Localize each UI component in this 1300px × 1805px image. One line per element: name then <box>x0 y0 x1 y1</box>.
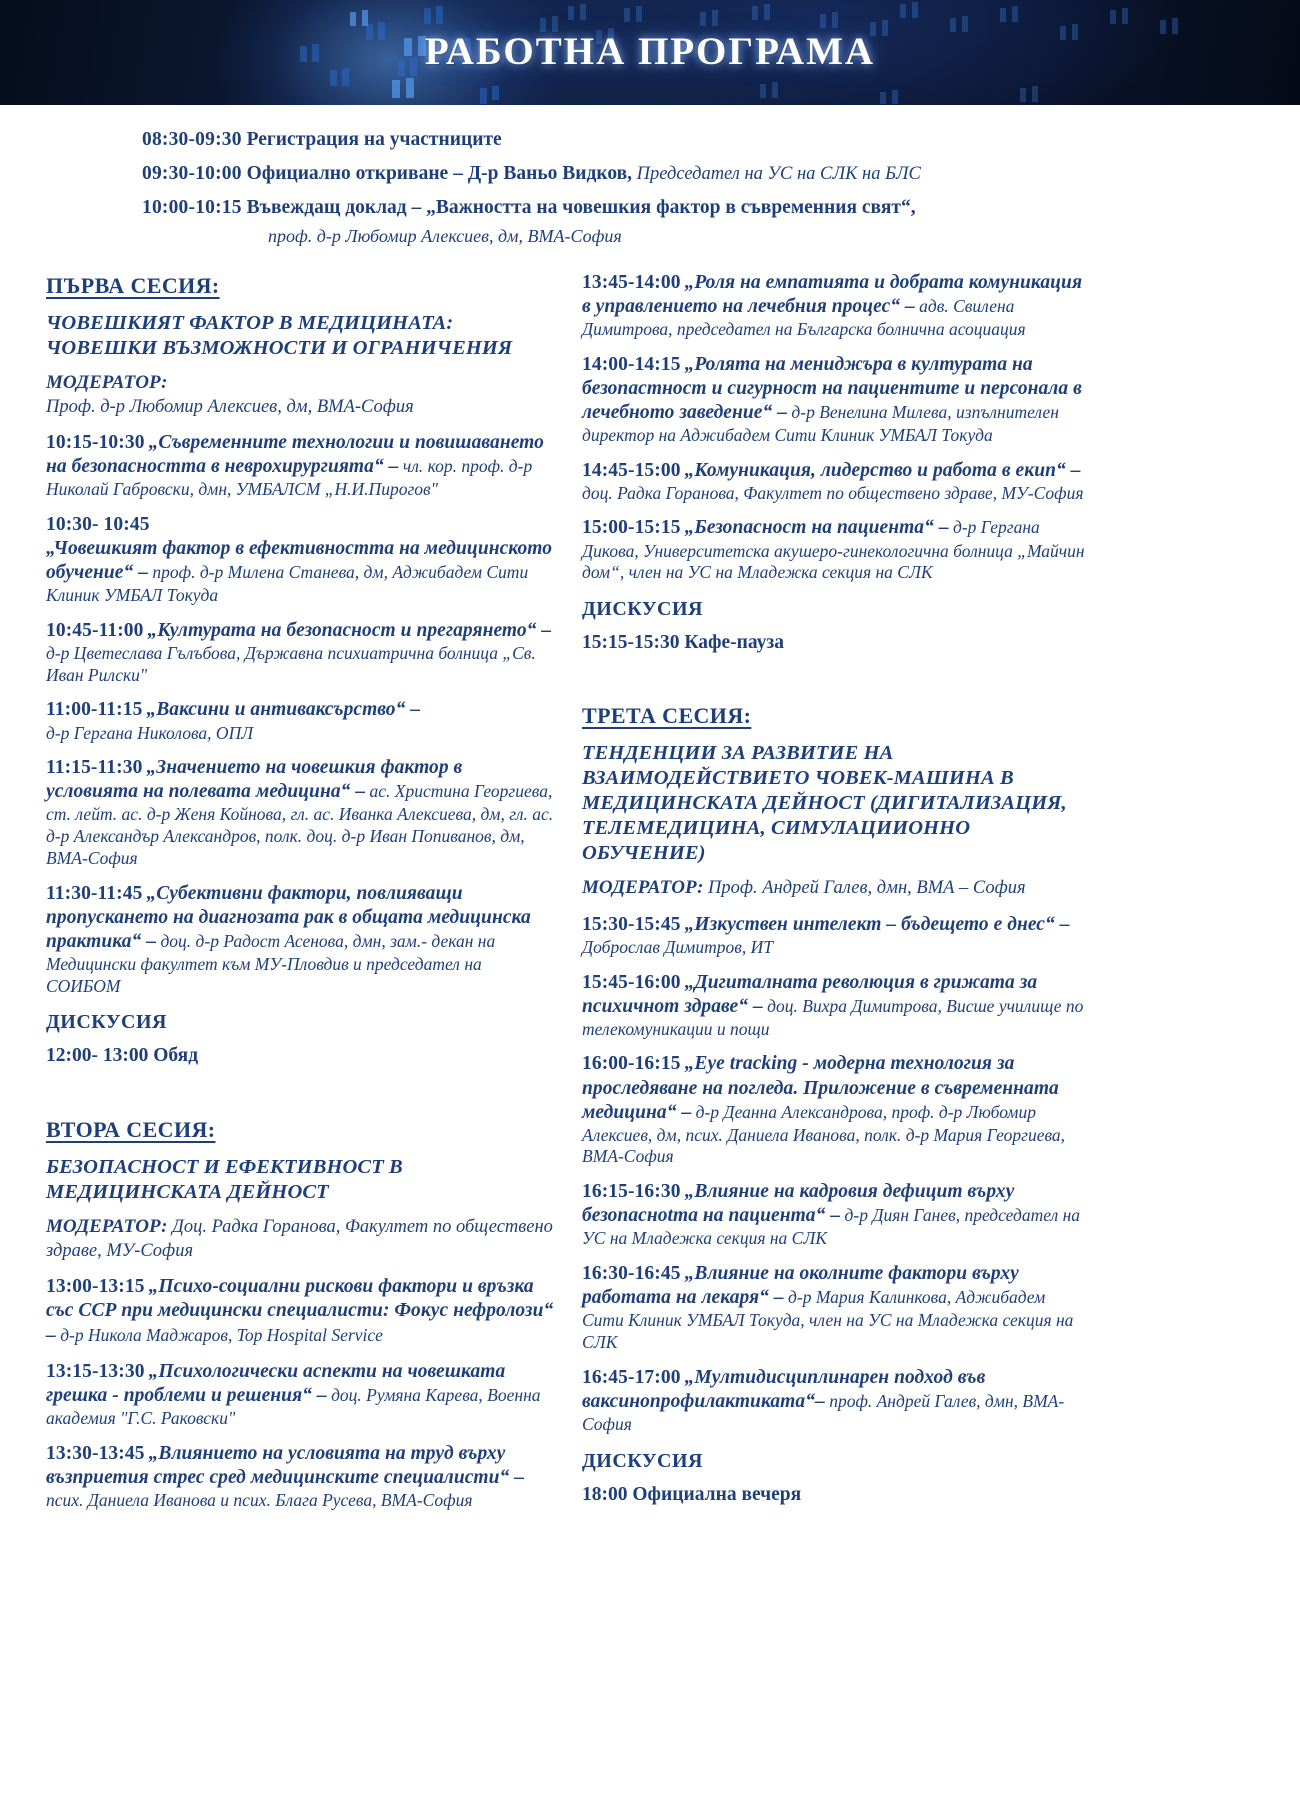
program-item <box>582 1366 1090 1436</box>
item-speaker: д-р Венелина Милева, изпълнителен директор на Аджибадем Сити Клиник УМБАЛ Токуда <box>582 401 1059 445</box>
item-speaker: чл. кор. проф. д-р Николай Габровски, дмн, УМБАЛСМ „Н.И.Пирогов" <box>46 456 533 500</box>
item-time: 16:45-17:00 <box>582 1366 681 1388</box>
item-time: 13:30-13:45 <box>46 1442 145 1464</box>
program-item <box>582 516 1090 584</box>
item-time: 14:45-15:00 <box>582 459 681 481</box>
item-time: 15:45-16:00 <box>582 971 681 993</box>
item-time: 15:30-15:45 <box>582 913 681 935</box>
opening-title: Регистрация на участниците <box>246 129 502 150</box>
item-title: „Eye tracking - модерна технология за проследяване на погледа. Приложение в съвременната медицина“ – <box>582 1053 1059 1123</box>
item-title: „Влияние на околните фактори върху работата на лекаря“ – <box>582 1263 1019 1309</box>
moderator-name: Проф. Андрей Галев, дмн, ВМА – София <box>703 878 1026 899</box>
moderator-second <box>46 1215 554 1264</box>
item-title: „Безопасност на пациента“ – <box>684 517 949 539</box>
item-time: 10:30- 10:45 <box>46 513 150 535</box>
item-speaker: д-р Гергана Николова, ОПЛ <box>46 722 254 743</box>
item-time: 16:00-16:15 <box>582 1053 681 1075</box>
opening-speaker: Председател на УС на СЛК на БЛС <box>632 164 921 185</box>
item-speaker: доц. д-р Радост Асенова, дмн, зам.- декан на Медицински факултет към МУ-Пловдив и председател на СОИБОМ <box>46 930 496 996</box>
item-speaker: д-р Мария Калинкова, Аджибадем Сити Клиник УМБАЛ Токуда, член на УС на Младежка секция на СЛК <box>582 1287 1074 1353</box>
discussion-label-second: ДИСКУСИЯ <box>582 598 703 621</box>
item-speaker: д-р Никола Маджаров, Top Hospital Service <box>55 1324 383 1345</box>
discussion-label-third: ДИСКУСИЯ <box>582 1449 703 1472</box>
session-heading-second: ВТОРА СЕСИЯ: <box>46 1116 216 1142</box>
program-item <box>582 1052 1090 1168</box>
item-title: „Изкуствен интелект – бъдещето е днес“ – <box>684 913 1070 935</box>
item-time: 10:45-11:00 <box>46 619 144 641</box>
item-speaker: адв. Свилена Димитрова, председател на Българска болнична асоциация <box>582 295 1026 339</box>
right-column <box>582 263 1090 1519</box>
moderator-first <box>46 371 554 419</box>
program-item <box>582 271 1090 341</box>
item-speaker: Доброслав Димитров, ИТ <box>582 936 773 957</box>
opening-time: 10:00-10:15 <box>142 197 242 219</box>
item-speaker: проф. д-р Милена Станева, дм, Аджибадем Сити Клиник УМБАЛ Токуда <box>46 562 529 606</box>
lunch-row: 12:00- 13:00 Обяд <box>46 1045 199 1067</box>
program-item <box>46 431 554 501</box>
item-speaker: доц. Вихра Димитрова, Висше училище по телекомуникации и пощи <box>582 995 1084 1039</box>
item-time: 13:45-14:00 <box>582 271 681 293</box>
program-item <box>46 882 554 998</box>
program-item <box>582 1180 1090 1250</box>
banner-title: РАБОТНА ПРОГРАМА <box>424 30 876 73</box>
moderator-label: МОДЕРАТОР: <box>582 877 704 899</box>
program-item <box>46 619 554 687</box>
program-item <box>582 1262 1090 1354</box>
moderator-label: МОДЕРАТОР: <box>46 371 168 393</box>
item-speaker: д-р Цветеслава Гълъбова, Държавна психиатрична болница „Св. Иван Рилски" <box>46 642 536 685</box>
item-speaker: доц. Румяна Карева, Военна академия "Г.С. Раковски" <box>46 1384 541 1428</box>
dinner-row: 18:00 Официална вечеря <box>582 1483 802 1505</box>
item-speaker: ас. Христина Георгиева, ст. лейт. ас. д-р Женя Койнова, гл. ас. Иванка Алексиева, дм, гл. ас. д-р Александър Александров, полк. доц. д-р Иван Попиванов, дм, ВМА-София <box>46 781 554 868</box>
coffee-row: 15:15-15:30 Кафе-пауза <box>582 632 784 654</box>
item-time: 10:15-10:30 <box>46 432 145 453</box>
item-title: „Психологически аспекти на човешката грешка - проблеми и решения“ – <box>46 1360 506 1406</box>
session-heading-first: ПЪРВА СЕСИЯ: <box>46 272 220 298</box>
item-title: „Комуникация, лидерство и работа в екип“ – <box>684 459 1081 481</box>
item-title: „Ваксини и антиваксърство“ – <box>146 699 421 721</box>
opening-time: 09:30-10:00 <box>142 163 242 185</box>
program-item <box>582 353 1090 447</box>
item-title: „Психо-социални рискови фактори и връзка със ССР при медицински специалисти: Фокус нефролози“ – <box>46 1276 554 1346</box>
program-item <box>46 698 554 744</box>
discussion-label-first: ДИСКУСИЯ <box>46 1011 167 1034</box>
program-item <box>46 1442 554 1512</box>
item-title: „Съвременните технологии и повишаването на безопасността в неврохирургията“ – <box>46 432 544 478</box>
program-item <box>582 459 1090 505</box>
section-spacer <box>582 667 1090 693</box>
item-time: 11:15-11:30 <box>46 757 143 779</box>
program-columns <box>0 249 1300 1534</box>
opening-time: 08:30-09:30 <box>142 129 242 150</box>
opening-row <box>0 195 1300 221</box>
opening-title: Официално откриване – Д-р Ваньо Видков, <box>246 163 633 185</box>
item-time: 11:00-11:15 <box>46 699 143 721</box>
item-title: „Влиянието на условията на труд върху възприетия стрес сред медицинските специалисти“ – <box>46 1442 525 1488</box>
opening-row <box>0 161 1300 187</box>
opening-row <box>0 127 1300 153</box>
item-title: „Роля на емпатията и добрата комуникация в управлението на лечебния процес“ – <box>582 271 1083 317</box>
session-title-third: ТЕНДЕНЦИИ ЗА РАЗВИТИЕ НА ВЗАИМОДЕЙСТВИЕТО ЧОВЕК-МАШИНА В МЕДИЦИНСКАТА ДЕЙНОСТ (ДИГИТАЛИЗАЦИЯ, ТЕЛЕМЕДИЦИНА, СИМУЛАЦИИОННО ОБУЧЕНИЕ) <box>582 742 1067 865</box>
item-title: „Ролята на мениджъра в културата на безопастност и сигурност на пациентите и персонала в лечебното заведение“ – <box>582 353 1082 423</box>
program-item <box>582 971 1090 1041</box>
item-title: „Значението на човешкия фактор в условията на полевата медицина“ – <box>46 757 463 803</box>
item-speaker: проф. Андрей Галев, дмн, ВМА-София <box>582 1390 1065 1434</box>
program-item <box>46 513 554 607</box>
item-time: 16:15-16:30 <box>582 1181 681 1203</box>
item-time: 15:00-15:15 <box>582 517 681 539</box>
item-time: 13:15-13:30 <box>46 1360 145 1382</box>
item-speaker: д-р Диян Ганев, председател на УС на Младежка секция на СЛК <box>582 1205 1081 1249</box>
moderator-label: МОДЕРАТОР: <box>46 1215 168 1237</box>
section-spacer <box>46 1081 554 1107</box>
program-item <box>46 1360 554 1430</box>
item-time: 14:00-14:15 <box>582 353 681 375</box>
opening-title: Въвеждащ доклад – „Важността на човешкия фактор в съвременния свят“, <box>246 197 916 219</box>
item-title: „Мултидисциплинарен подход във ваксинопрофилактиката“– <box>582 1366 986 1412</box>
item-speaker: д-р Деанна Александрова, проф. д-р Любомир Алексиев, дм, псих. Даниела Иванова, полк. д-р Мария Георгиева, ВМА-София <box>582 1101 1066 1167</box>
item-time: 13:00-13:15 <box>46 1276 145 1298</box>
item-speaker: д-р Гергана Дикова, Университетска акушеро-гинекологична болница „Майчин дом“, член на УС на Младежка секция на СЛК <box>582 517 1085 583</box>
program-item <box>46 756 554 869</box>
header-banner <box>0 0 1300 105</box>
item-title: „Влияние на кадровия дефицит върху безопасноtта на пациента“ – <box>582 1181 1015 1227</box>
item-title: „Субективни фактори, повлияващи пропускането на диагнозата рак в общата медицинска практика“ – <box>46 882 531 952</box>
item-time: 16:30-16:45 <box>582 1263 681 1285</box>
session-title-first: ЧОВЕШКИЯТ ФАКТОР В МЕДИЦИНАТА: ЧОВЕШКИ ВЪЗМОЖНОСТИ И ОГРАНИЧЕНИЯ <box>46 311 513 359</box>
moderator-third <box>582 876 1090 900</box>
program-item <box>46 1275 554 1347</box>
left-column <box>46 263 554 1524</box>
item-speaker: псих. Даниела Иванова и псих. Блага Русева, ВМА-София <box>46 1489 473 1510</box>
item-title: „Дигиталната революция в грижата за психичнот здраве“ – <box>582 971 1038 1017</box>
item-title: „Човешкият фактор в ефективността на медицинското обучение“ – <box>46 537 553 584</box>
opening-block <box>0 105 1300 249</box>
session-title-second: БЕЗОПАСНОСТ И ЕФЕКТИВНОСТ В МЕДИЦИНСКАТА ДЕЙНОСТ <box>46 1155 403 1203</box>
moderator-name: Проф. д-р Любомир Алексиев, дм, ВМА-София <box>46 396 414 417</box>
item-title: „Културата на безопасност и прегарянето“ – <box>147 619 552 641</box>
session-heading-third: ТРЕТА СЕСИЯ: <box>582 703 752 729</box>
program-item <box>582 913 1090 959</box>
opening-subline: проф. д-р Любомир Алексиев, дм, ВМА-София <box>268 226 622 247</box>
item-speaker: доц. Радка Горанова, Факултет по обществено здраве, МУ-София <box>582 482 1084 503</box>
item-time: 11:30-11:45 <box>46 882 143 904</box>
moderator-name: Доц. Радка Горанова, Факултет по обществено здраве, МУ-София <box>46 1216 553 1262</box>
